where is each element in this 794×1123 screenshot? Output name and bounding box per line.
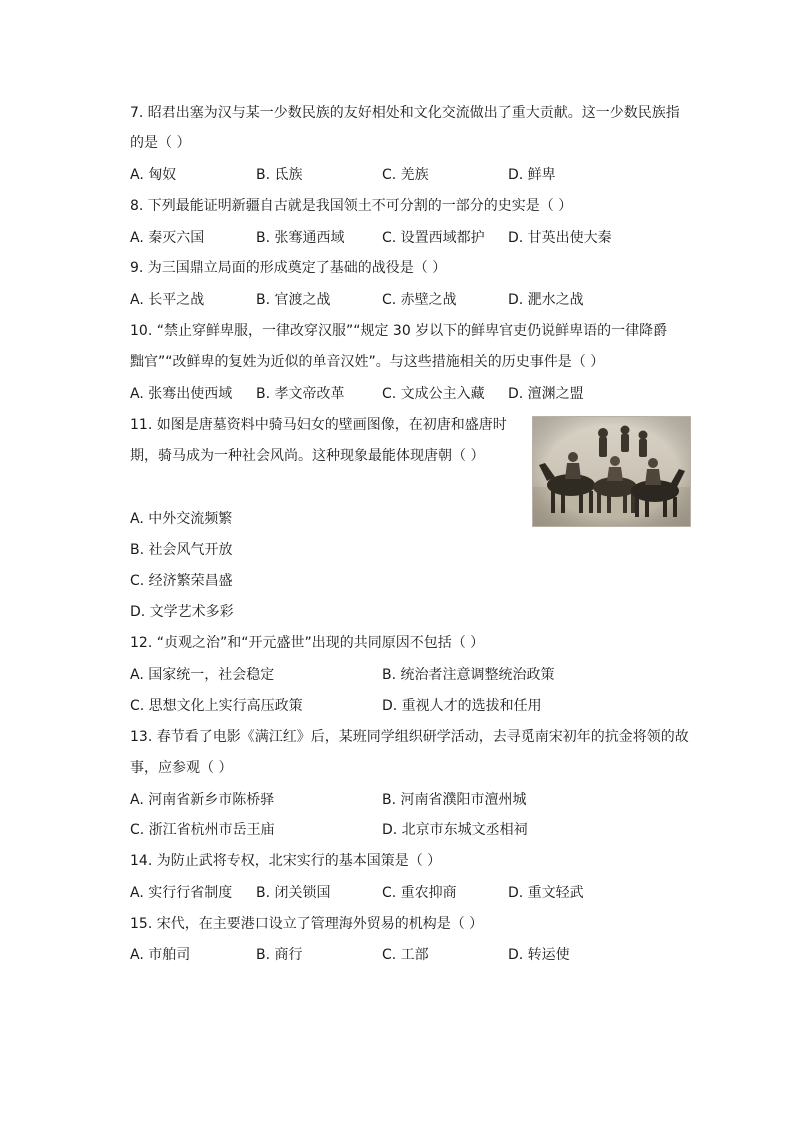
q8-stem: 8. 下列最能证明新疆自古就是我国领土不可分割的一部分的史实是（ ）	[130, 198, 573, 214]
q10-stem-line-2: 黜官”“改鲜卑的复姓为近似的单音汉姓”。与这些措施相关的历史事件是（ ）	[130, 354, 605, 370]
q8-option-c: C. 设置西域都护	[382, 230, 485, 246]
q12-stem: 12. “贞观之治”和“开元盛世”出现的共同原因不包括（ ）	[130, 635, 485, 651]
q10-option-d: D. 澶渊之盟	[508, 386, 584, 402]
q7-option-c: C. 羌族	[382, 167, 429, 183]
q10-stem-line-1: 10. “禁止穿鲜卑服，一律改穿汉服”“规定 30 岁以下的鲜卑官吏仍说鲜卑语的一律降爵	[130, 323, 668, 339]
q12-option-a: A. 国家统一，社会稳定	[130, 667, 275, 683]
q13-option-a: A. 河南省新乡市陈桥驿	[130, 792, 275, 808]
q13-stem-line-1: 13. 春节看了电影《满江红》后，某班同学组织研学活动，去寻觅南宋初年的抗金将领的故	[130, 729, 689, 745]
q14-option-b: B. 闭关锁国	[256, 885, 331, 901]
q13-option-c: C. 浙江省杭州市岳王庙	[130, 822, 275, 838]
q11-option-a: A. 中外交流频繁	[130, 511, 233, 527]
q9-option-c: C. 赤壁之战	[382, 292, 457, 308]
q13-stem-line-2: 事，应参观（ ）	[130, 760, 233, 776]
q10-option-a: A. 张骞出使西域	[130, 386, 233, 402]
q14-stem: 14. 为防止武将专权，北宋实行的基本国策是（ ）	[130, 853, 442, 869]
q15-option-a: A. 市舶司	[130, 947, 191, 963]
q13-option-b: B. 河南省濮阳市澶州城	[382, 792, 527, 808]
q12-option-b: B. 统治者注意调整统治政策	[382, 667, 555, 683]
q13-option-d: D. 北京市东城文丞相祠	[382, 822, 528, 838]
q10-option-b: B. 孝文帝改革	[256, 386, 345, 402]
tang-mural-horse-riding-women-image	[532, 416, 691, 527]
q8-option-a: A. 秦灭六国	[130, 230, 205, 246]
q7-stem-line-1: 7. 昭君出塞为汉与某一少数民族的友好相处和文化交流做出了重大贡献。这一少数民族指	[130, 105, 680, 121]
q7-stem-line-2: 的是（ ）	[130, 135, 191, 151]
q9-option-d: D. 淝水之战	[508, 292, 584, 308]
q14-option-d: D. 重文轻武	[508, 885, 584, 901]
q12-option-c: C. 思想文化上实行高压政策	[130, 698, 303, 714]
q8-option-b: B. 张骞通西域	[256, 230, 345, 246]
q9-option-a: A. 长平之战	[130, 292, 205, 308]
q11-stem-line-2: 期，骑马成为一种社会风尚。这种现象最能体现唐朝（ ）	[130, 448, 485, 464]
q15-option-c: C. 工部	[382, 947, 429, 963]
q15-stem: 15. 宋代，在主要港口设立了管理海外贸易的机构是（ ）	[130, 916, 484, 932]
q11-stem-line-1: 11. 如图是唐墓资料中骑马妇女的壁画图像，在初唐和盛唐时	[130, 417, 507, 433]
q9-stem: 9. 为三国鼎立局面的形成奠定了基础的战役是（ ）	[130, 260, 447, 276]
q7-option-a: A. 匈奴	[130, 167, 177, 183]
q15-option-b: B. 商行	[256, 947, 303, 963]
q14-option-c: C. 重农抑商	[382, 885, 457, 901]
q15-option-d: D. 转运使	[508, 947, 570, 963]
q7-option-b: B. 氐族	[256, 167, 303, 183]
q8-option-d: D. 甘英出使大秦	[508, 230, 612, 246]
q14-option-a: A. 实行行省制度	[130, 885, 233, 901]
q7-option-d: D. 鲜卑	[508, 167, 556, 183]
q12-option-d: D. 重视人才的选拔和任用	[382, 698, 542, 714]
q11-option-d: D. 文学艺术多彩	[130, 604, 234, 620]
q10-option-c: C. 文成公主入藏	[382, 386, 485, 402]
q9-option-b: B. 官渡之战	[256, 292, 331, 308]
q11-option-c: C. 经济繁荣昌盛	[130, 573, 233, 589]
q11-option-b: B. 社会风气开放	[130, 542, 233, 558]
